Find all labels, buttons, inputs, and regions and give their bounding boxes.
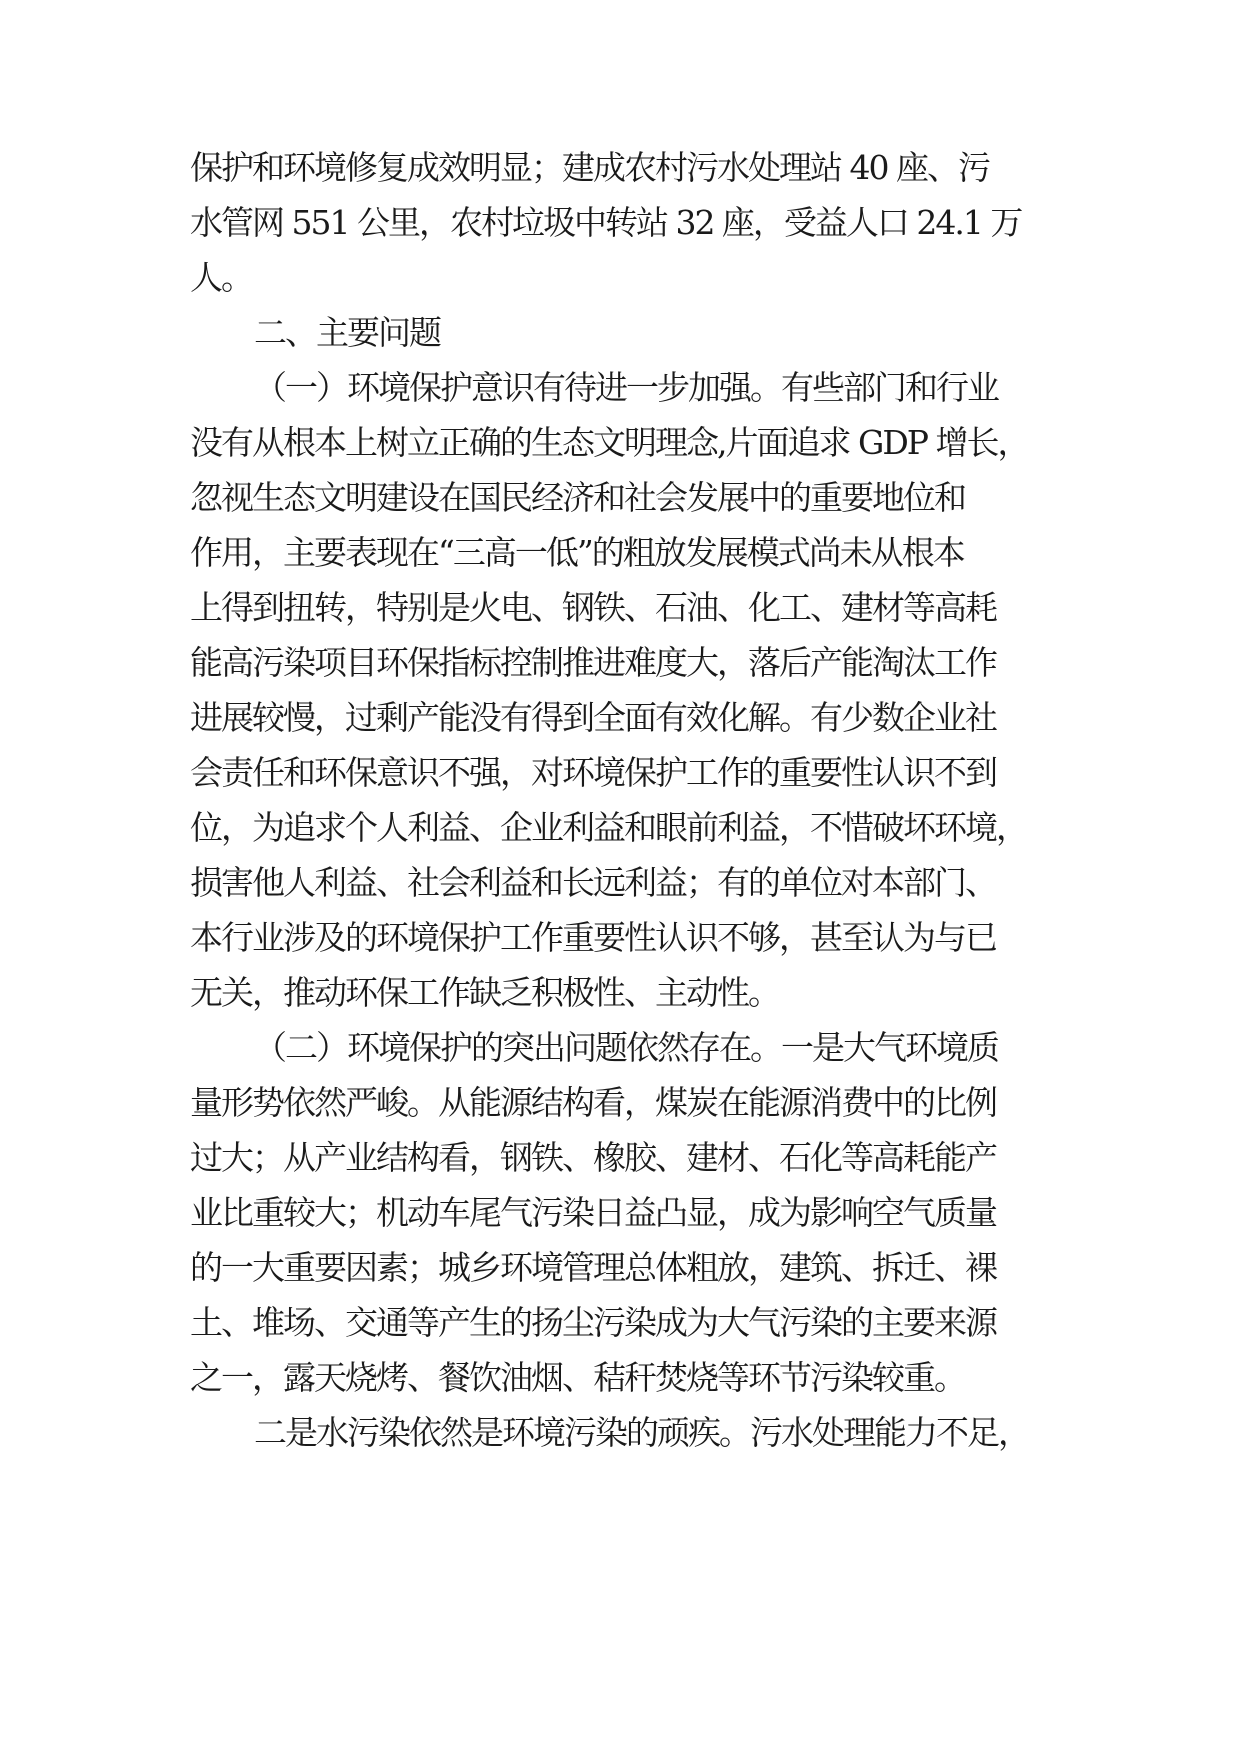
text-line: 过大；从产业结构看，钢铁、橡胶、建材、石化等高耗能产 (190, 1138, 996, 1177)
text-line: 土、堆场、交通等产生的扬尘污染成为大气污染的主要来源 (190, 1303, 996, 1342)
text-line: 进展较慢，过剩产能没有得到全面有效化解。有少数企业社 (190, 698, 996, 737)
text-line: 的一大重要因素；城乡环境管理总体粗放，建筑、拆迁、裸 (190, 1248, 996, 1287)
text-line: 作用，主要表现在“三高一低”的粗放发展模式尚未从根本 (190, 533, 964, 572)
text-line: 会责任和环保意识不强，对环境保护工作的重要性认识不到 (190, 753, 996, 792)
section-heading: 二、主要问题 (254, 313, 440, 352)
paragraph-first-line: 二是水污染依然是环境污染的顽疾。污水处理能力不足， (254, 1413, 1029, 1452)
text-line: 保护和环境修复成效明显；建成农村污水处理站 40 座、污 (190, 148, 989, 187)
text-line: 业比重较大；机动车尾气污染日益凸显，成为影响空气质量 (190, 1193, 996, 1232)
text-line: 没有从根本上树立正确的生态文明理念,片面追求 GDP 增长， (190, 423, 1029, 462)
text-line: 之一，露天烧烤、餐饮油烟、秸秆焚烧等环节污染较重。 (190, 1358, 965, 1397)
text-line: 无关，推动环保工作缺乏积极性、主动性。 (190, 973, 779, 1012)
text-line: 上得到扭转，特别是火电、钢铁、石油、化工、建材等高耗 (190, 588, 996, 627)
paragraph-first-line: （一）环境保护意识有待进一步加强。有些部门和行业 (254, 368, 998, 407)
text-line: 人。 (190, 258, 252, 297)
text-line: 量形势依然严峻。从能源结构看，煤炭在能源消费中的比例 (190, 1083, 996, 1122)
text-line: 水管网 551 公里，农村垃圾中转站 32 座，受益人口 24.1 万 (190, 203, 1022, 242)
text-line: 位，为追求个人利益、企业利益和眼前利益，不惜破坏环境， (190, 808, 1027, 847)
text-line: 能高污染项目环保指标控制推进难度大，落后产能淘汰工作 (190, 643, 996, 682)
text-line: 忽视生态文明建设在国民经济和社会发展中的重要地位和 (190, 478, 965, 517)
paragraph-first-line: （二）环境保护的突出问题依然存在。一是大气环境质 (254, 1028, 998, 1067)
text-line: 损害他人利益、社会利益和长远利益；有的单位对本部门、 (190, 863, 996, 902)
text-line: 本行业涉及的环境保护工作重要性认识不够，甚至认为与已 (190, 918, 996, 957)
